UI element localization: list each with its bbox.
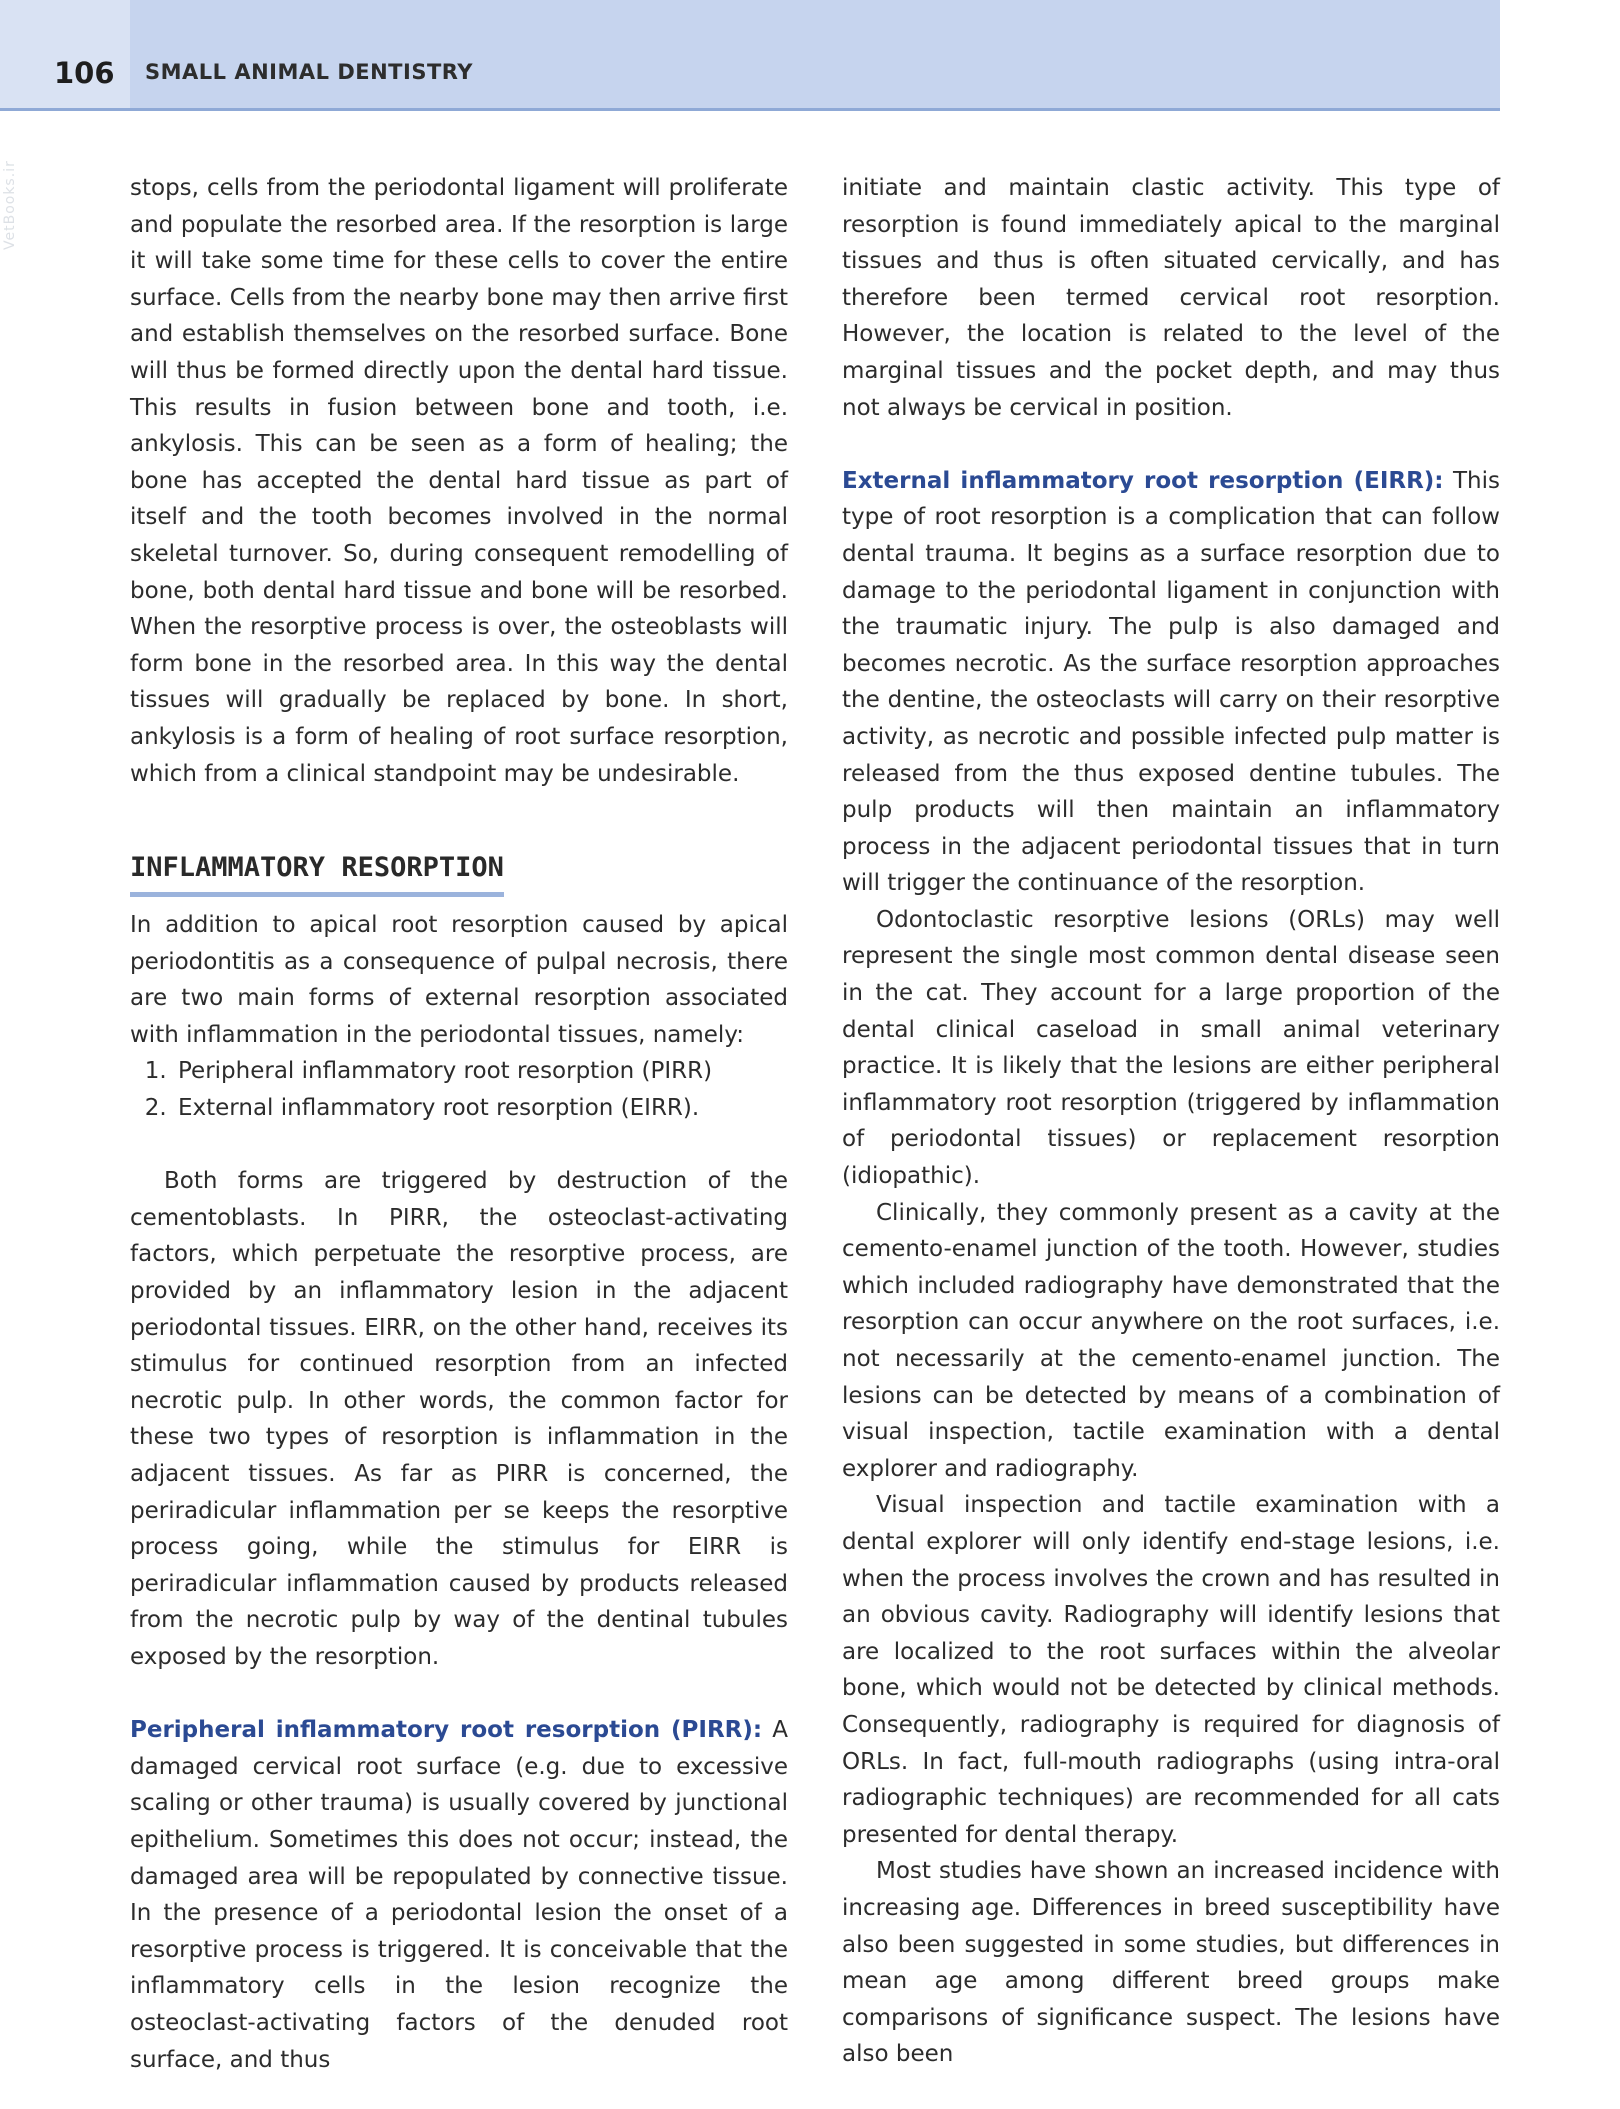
paragraph: Both forms are triggered by destruction of the cementoblasts. In PIRR, the osteoclast-activating factors, which perpetuate the resorptive process, are provided by an inflammatory lesion in the adjacent periodontal tissues. EIRR, on the other hand, receives its stimulus for continued resorption from an infected necrotic pulp. In other words, the common factor for these two types of resorption is inflammation in the adjacent tissues. As far as PIRR is concerned, the periradicular inflammation per se keeps the resorptive process going, while the stimulus for EIRR is periradicular inflammation caused by products released from the necrotic pulp by way of the dentinal tubules exposed by the resorption. (130, 1168, 788, 1670)
page-header (0, 0, 1500, 111)
resorption-list (130, 1053, 788, 1126)
paragraph: Most studies have shown an increased incidence with increasing age. Differences in breed susceptibility have also been suggested in some studies, but differences in mean age among different breed groups make comparisons of significance suspect. The lesions have also been (842, 1858, 1500, 2068)
paragraph: Clinically, they commonly present as a cavity at the cemento-enamel junction of the tooth. However, studies which included radiography have demonstrated that the resorption can occur anywhere on the root surfaces, i.e. not necessarily at the cemento-enamel junction. The lesions can be detected by means of a combination of visual inspection, tactile examination with a dental explorer and radiography. (842, 1199, 1500, 1482)
eirr-heading: External inflammatory root resorption (EIRR): (842, 467, 1444, 494)
section-heading-wrap (130, 792, 788, 897)
pirr-paragraph (130, 1712, 788, 2078)
paragraph: In addition to apical root resorption caused by apical periodontitis as a consequence of pulpal necrosis, there are two main forms of external resorption associated with inflammation in the periodontal tissues, namely: (130, 912, 788, 1048)
pirr-heading: Peripheral inflammatory root resorption (PIRR): (130, 1717, 763, 1744)
page-number: 106 (54, 56, 115, 90)
eirr-text: This type of root resorption is a complication that can follow dental trauma. It begins as a surface resorption due to damage to the periodontal ligament in conjunction with the traumatic injury. The pulp is also damaged and becomes necrotic. As the surface resorption approaches the dentine, the osteoclasts will carry on their resorptive activity, as necrotic and possible infected pulp matter is released from the thus exposed dentine tubules. The pulp products will then maintain an inflammatory process in the adjacent periodontal tissues that in turn will trigger the continuance of the resorption. (842, 467, 1500, 897)
right-column (842, 170, 1500, 2073)
paragraph: stops, cells from the periodontal ligament will proliferate and populate the resorbed area. If the resorption is large it will take some time for these cells to cover the entire surface. Cells from the nearby bone may then arrive first and establish themselves on the resorbed surface. Bone will thus be formed directly upon the dental hard tissue. This results in fusion between bone and tooth, i.e. ankylosis. This can be seen as a form of healing; the bone has accepted the dental hard tissue as part of itself and the tooth becomes involved in the normal skeletal turnover. So, during consequent remodelling of bone, both dental hard tissue and bone will be resorbed. When the resorptive process is over, the osteoblasts will form bone in the resorbed area. In this way the dental tissues will gradually be replaced by bone. In short, ankylosis is a form of healing of root surface resorption, which from a clinical standpoint may be undesirable. (130, 175, 788, 787)
section-heading: INFLAMMATORY RESORPTION (130, 850, 504, 897)
pirr-text: A damaged cervical root surface (e.g. due to excessive scaling or other trauma) is usually covered by junctional epithelium. Sometimes this does not occur; instead, the damaged area will be repopulated by connective tissue. In the presence of a periodontal lesion the onset of a resorptive process is triggered. It is conceivable that the inflammatory cells in the lesion recognize the osteoclast-activating factors of the denuded root surface, and thus (130, 1717, 788, 2073)
paragraph: Odontoclastic resorptive lesions (ORLs) may well represent the single most common dental disease seen in the cat. They account for a large proportion of the dental clinical caseload in small animal veterinary practice. It is likely that the lesions are either peripheral inflammatory root resorption (triggered by inflammation of periodontal tissues) or replacement resorption (idiopathic). (842, 906, 1500, 1190)
paragraph: Visual inspection and tactile examination with a dental explorer will only identify end-stage lesions, i.e. when the process involves the crown and has resulted in an obvious cavity. Radiography will identify lesions that are localized to the root surfaces within the alveolar bone, which would not be detected by clinical methods. Consequently, radiography is required for diagnosis of ORLs. In fact, full-mouth radiographs (using intra-oral radiographic techniques) are recommended for all cats presented for dental therapy. (842, 1492, 1500, 1848)
list-item: 1. Peripheral inflammatory root resorption (PIRR) (174, 1053, 788, 1090)
watermark: VetBooks.ir (2, 160, 18, 250)
paragraph: initiate and maintain clastic activity. This type of resorption is found immediately apical to the marginal tissues and thus is often situated cervically, and has therefore been termed cervical root resorption. However, the location is related to the level of the marginal tissues and the pocket depth, and may thus not always be cervical in position. (842, 175, 1500, 421)
running-title: SMALL ANIMAL DENTISTRY (145, 60, 473, 84)
page-number-tab (0, 0, 130, 108)
eirr-paragraph (842, 463, 1500, 902)
list-item: 2. External inflammatory root resorption (EIRR). (174, 1090, 788, 1127)
left-column (130, 170, 788, 2078)
